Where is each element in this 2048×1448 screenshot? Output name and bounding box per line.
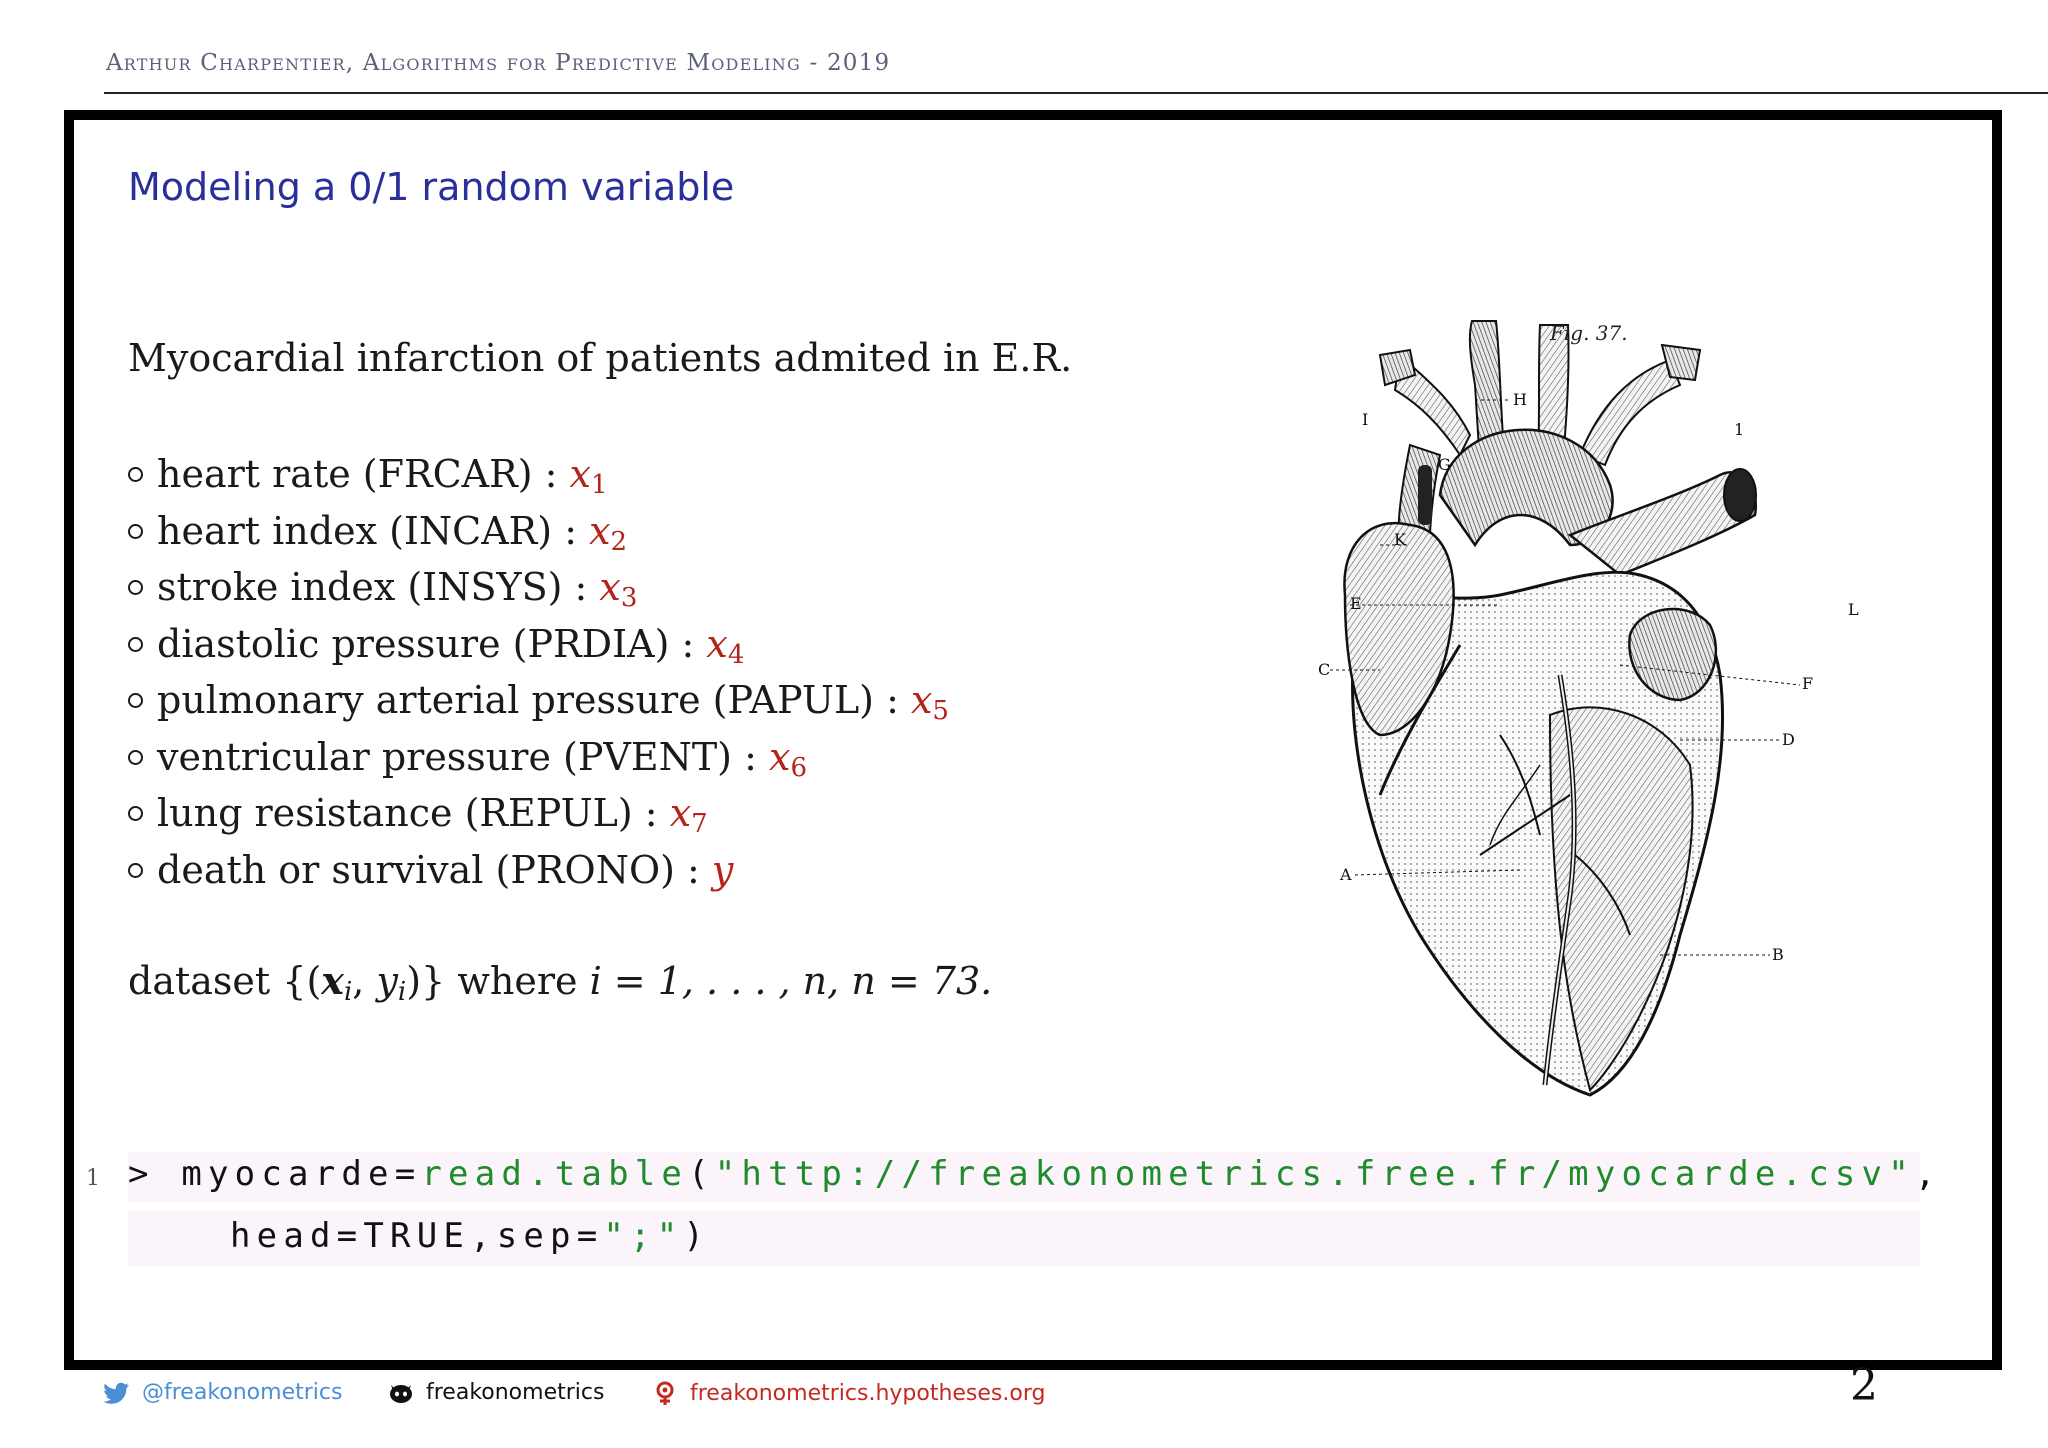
variable-label: pulmonary arterial pressure (PAPUL) : xyxy=(157,678,899,722)
github-handle: freakonometrics xyxy=(426,1380,605,1405)
variable-list xyxy=(128,446,949,898)
list-item xyxy=(128,785,949,842)
variable-label: ventricular pressure (PVENT) : xyxy=(157,734,757,779)
figure-letter: H xyxy=(1513,390,1527,409)
variable-symbol: $x_7$ xyxy=(669,791,708,839)
slide-title: Modeling a 0/1 random variable xyxy=(128,165,735,209)
figure-letter: L xyxy=(1848,600,1859,619)
variable-label: heart rate (FRCAR) : xyxy=(157,452,558,496)
footer-blog-link[interactable] xyxy=(652,1380,1045,1406)
figure-letter: I xyxy=(1362,410,1369,429)
list-item xyxy=(128,446,949,503)
variable-symbol: $x_4$ xyxy=(706,621,745,670)
figure-letter: 1 xyxy=(1734,420,1745,439)
bullet-icon xyxy=(128,524,143,539)
footer-github-link[interactable] xyxy=(388,1380,604,1405)
twitter-icon xyxy=(104,1382,130,1404)
figure-caption: Fig. 37. xyxy=(1550,321,1628,345)
github-icon xyxy=(388,1381,414,1405)
list-item xyxy=(128,559,949,616)
figure-letter: A xyxy=(1340,865,1352,884)
variable-label: stroke index (INSYS) : xyxy=(157,565,588,609)
list-item xyxy=(128,503,949,560)
variable-label: lung resistance (REPUL) : xyxy=(157,791,658,835)
variable-symbol: $x_2$ xyxy=(589,508,628,557)
bullet-icon xyxy=(128,863,143,878)
header-text: Arthur Charpentier, Algorithms for Predictive Modeling - 2019 xyxy=(106,50,891,76)
variable-symbol: $x_3$ xyxy=(599,565,638,613)
list-item xyxy=(128,616,949,673)
variable-label: death or survival (PRONO) : xyxy=(157,847,700,892)
bullet-icon xyxy=(128,580,143,595)
variable-symbol: $x_1$ xyxy=(569,452,608,500)
list-item xyxy=(128,842,949,899)
variable-symbol: $x_5$ xyxy=(910,678,949,726)
figure-letter: B xyxy=(1772,945,1784,964)
heart-drawing xyxy=(1300,315,1880,1115)
figure-letter: F xyxy=(1802,674,1814,693)
variable-symbol: y xyxy=(711,847,734,892)
heart-illustration xyxy=(1300,315,1880,1115)
header-divider xyxy=(104,92,2048,94)
figure-letter: D xyxy=(1782,730,1795,749)
bullet-icon xyxy=(128,693,143,708)
code-line-number: 1 xyxy=(86,1166,100,1191)
figure-letter: E xyxy=(1350,594,1362,613)
figure-letter: K xyxy=(1394,530,1406,549)
variable-label: diastolic pressure (PRDIA) : xyxy=(157,621,695,666)
figure-letter: C xyxy=(1318,660,1331,679)
bullet-icon xyxy=(128,467,143,482)
bullet-icon xyxy=(128,806,143,821)
footer-twitter-link[interactable] xyxy=(104,1380,342,1405)
bullet-icon xyxy=(128,750,143,765)
blog-icon xyxy=(652,1380,678,1406)
code-line: > myocarde=read.table("http://freakonometrics.free.fr/myocarde.csv", xyxy=(128,1154,1942,1194)
variable-symbol: $x_6$ xyxy=(769,734,807,783)
list-item xyxy=(128,672,949,729)
variable-label: heart index (INCAR) : xyxy=(157,508,578,553)
intro-text: Myocardial infarction of patients admited in E.R. xyxy=(128,336,1073,380)
blog-url: freakonometrics.hypotheses.org xyxy=(690,1380,1046,1406)
code-line: head=TRUE,sep=";") xyxy=(230,1216,711,1256)
bullet-icon xyxy=(128,637,143,652)
figure-letter: G xyxy=(1438,455,1451,474)
twitter-handle: @freakonometrics xyxy=(142,1380,343,1405)
page-number: 2 xyxy=(1850,1360,1878,1411)
list-item xyxy=(128,729,949,786)
dataset-formula: dataset {($x_i$, $y_i$)} where i = 1, . . . , n, n = 73. xyxy=(128,958,993,1007)
